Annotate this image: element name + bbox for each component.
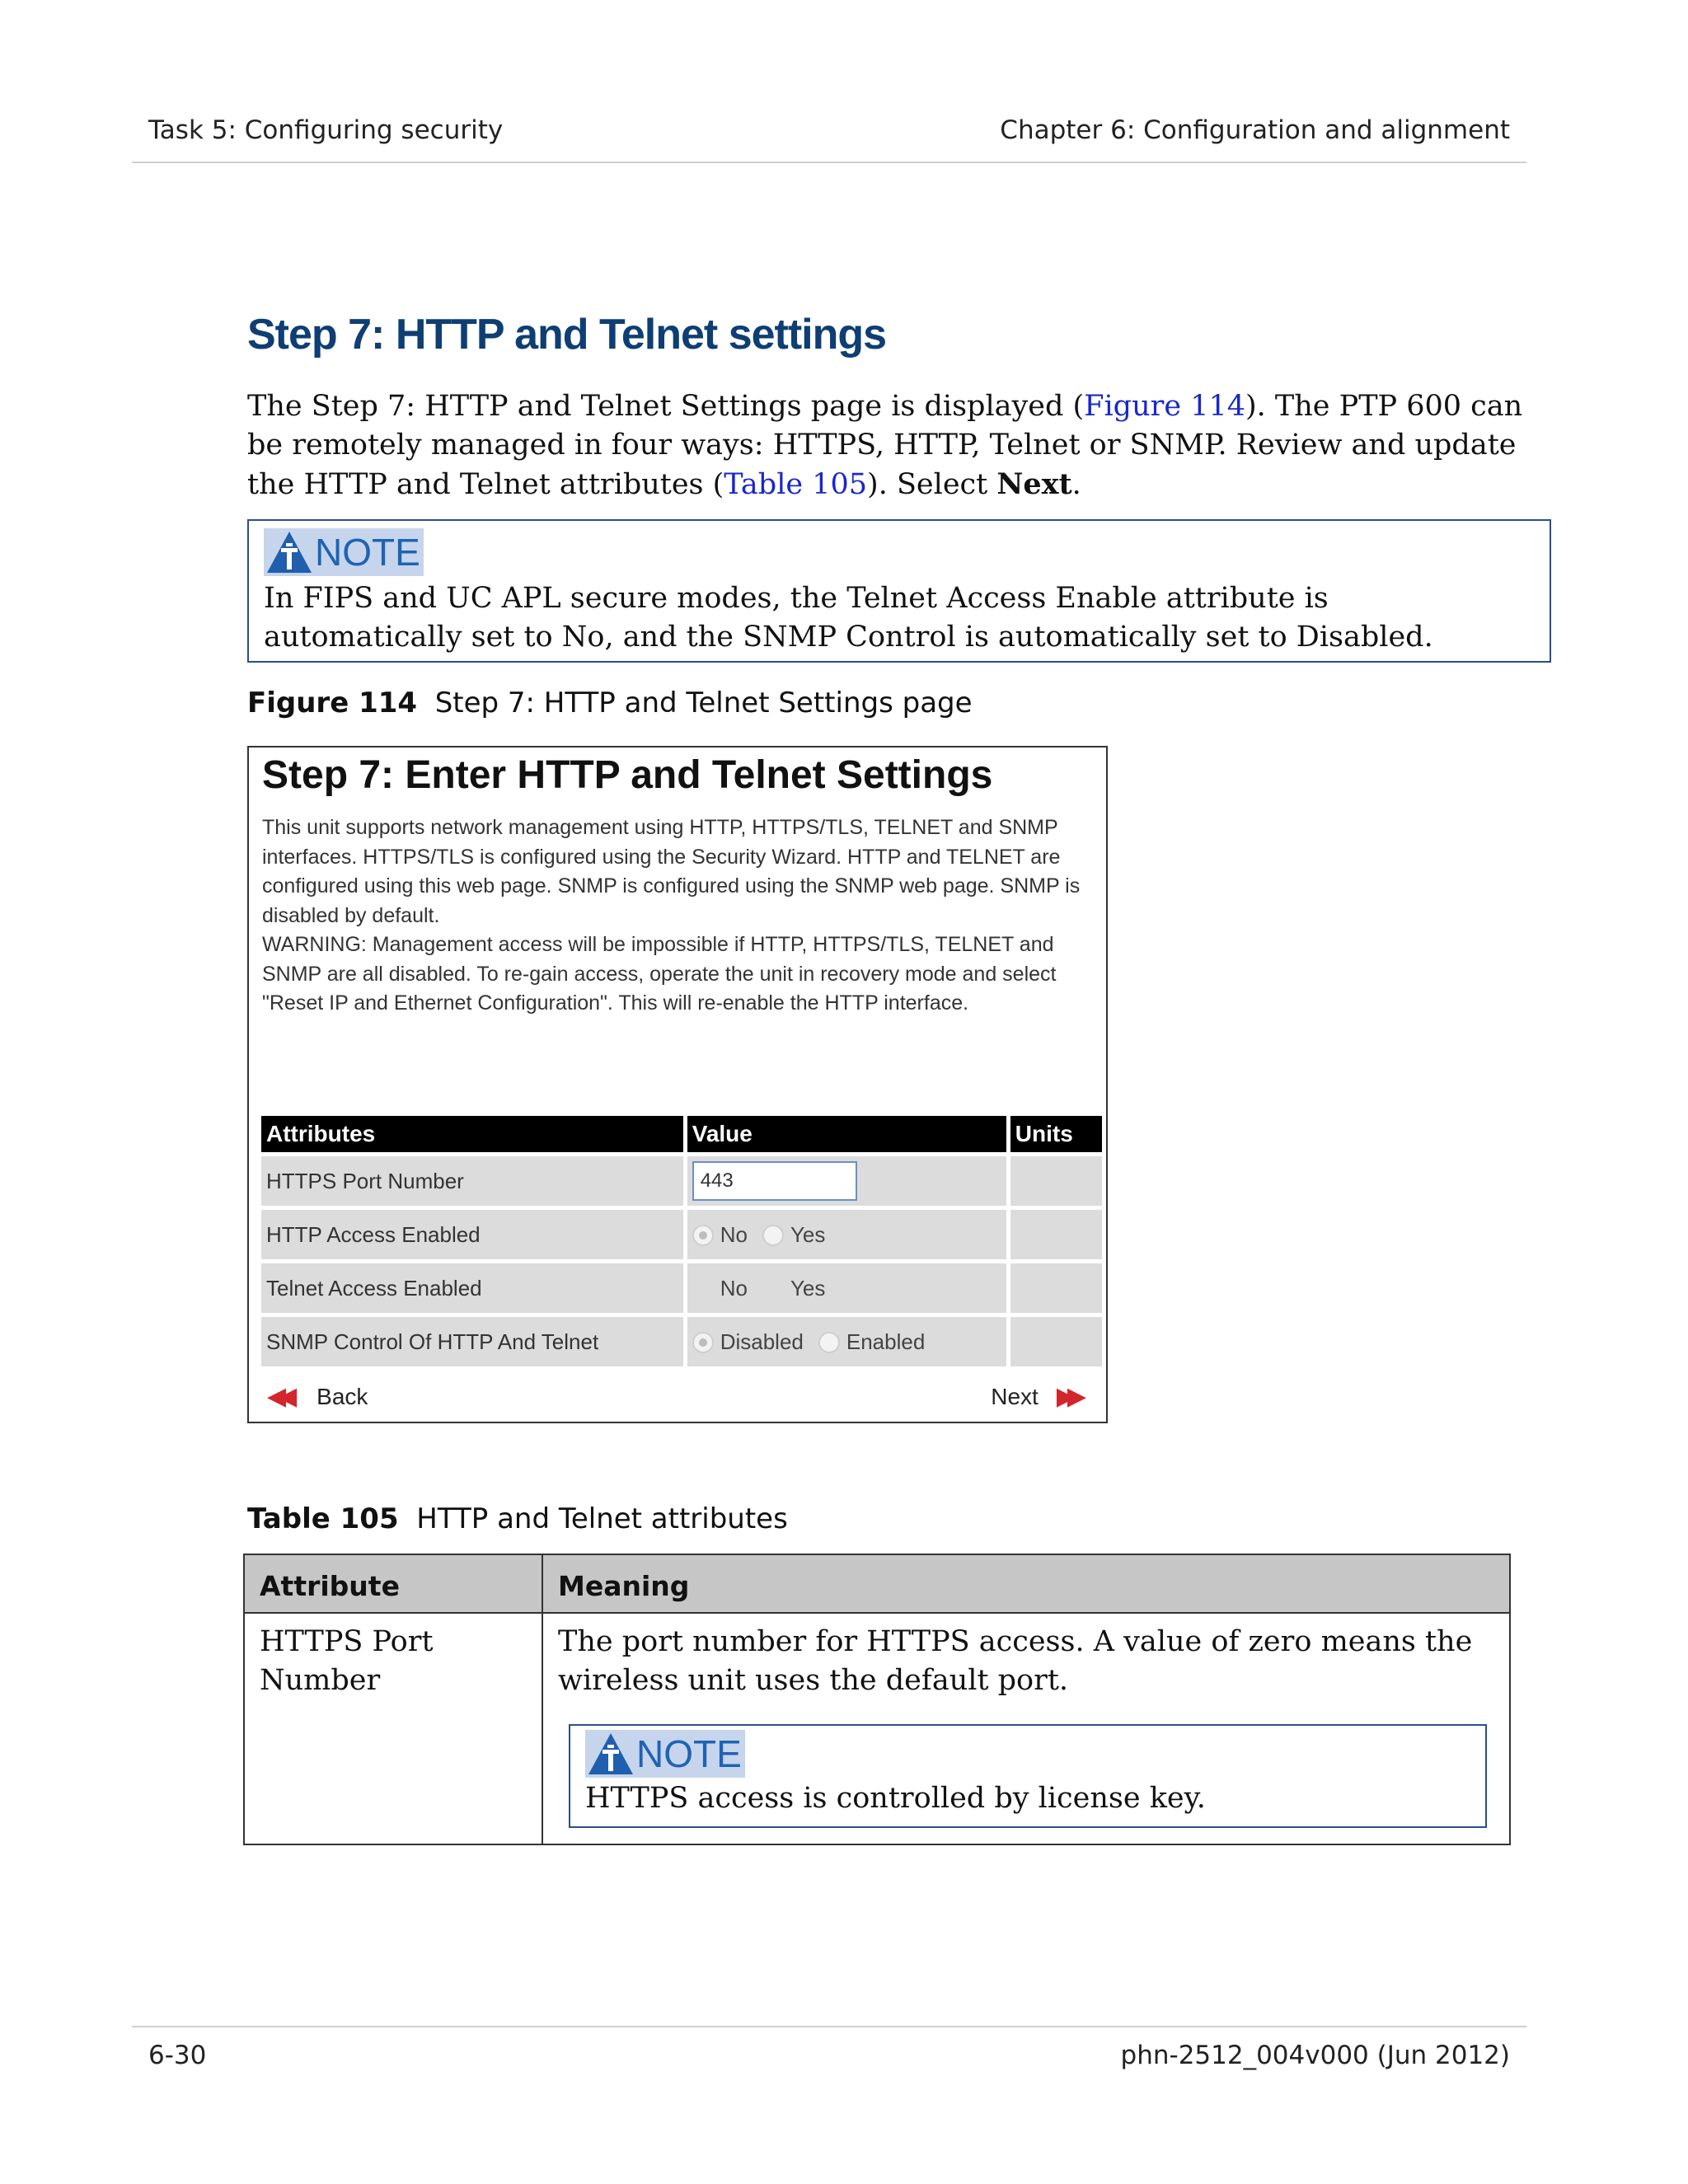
note-label: NOTE (636, 1732, 742, 1775)
settings-page-screenshot (247, 746, 1108, 1423)
https-port-label: HTTPS Port Number (261, 1156, 683, 1206)
next-arrow-icon: ▶▶ (1056, 1383, 1078, 1410)
note-box (247, 519, 1551, 663)
table-caption-number: Table 105 (247, 1502, 399, 1535)
header-attributes: Attributes (261, 1116, 683, 1152)
next-button[interactable] (991, 1382, 1078, 1411)
http-access-yes-label: Yes (790, 1222, 826, 1248)
header-units: Units (1010, 1116, 1102, 1152)
note-badge (264, 528, 424, 576)
snmp-disabled-label: Disabled (720, 1329, 804, 1355)
note-label: NOTE (315, 531, 420, 574)
warning-triangle-icon (265, 530, 313, 574)
settings-intro-text: This unit supports network management using HTTP, HTTPS/TLS, TELNET and SNMP interfaces. HTTPS/TLS is configured using the Security Wizard. HTTP and TELNET are configured using this web page. SNMP is configured using the SNMP web page. SNMP is disabled by default. (262, 816, 1081, 927)
row-meaning-https-port: The port number for HTTPS access. A value of zero means the wireless unit uses the default port. (558, 1625, 1473, 1697)
document-id: phn-2512_004v000 (Jun 2012) (1120, 2041, 1510, 2070)
http-access-no-label: No (720, 1222, 748, 1248)
figure-caption (247, 687, 973, 719)
note-badge (585, 1730, 745, 1778)
page-number: 6-30 (148, 2041, 207, 2070)
running-header-right: Chapter 6: Configuration and alignment (1000, 115, 1510, 145)
inline-note-text: HTTPS access is controlled by license key. (585, 1782, 1206, 1815)
intro-bold-next: Next (996, 467, 1072, 501)
intro-paragraph (247, 387, 1533, 504)
section-heading: Step 7: HTTP and Telnet settings (247, 311, 887, 359)
header-rule (132, 162, 1526, 163)
settings-warning-text: WARNING: Management access will be impossible if HTTP, HTTPS/TLS, TELNET and SNMP are all disabled. To re-gain access, operate the unit in recovery mode and select "Reset IP and Ethernet Configuration". This will re-enable the HTTP interface. (262, 933, 1057, 1015)
back-arrow-icon: ◀◀ (267, 1383, 289, 1410)
table-caption (247, 1502, 788, 1535)
intro-text-1: The Step 7: HTTP and Telnet Settings page is displayed ( (247, 390, 1085, 423)
telnet-access-yes-label: Yes (790, 1276, 826, 1301)
figure-caption-text: Step 7: HTTP and Telnet Settings page (434, 687, 973, 719)
header-meaning: Meaning (558, 1570, 690, 1602)
telnet-access-yes-radio[interactable] (762, 1278, 784, 1300)
telnet-access-no-radio[interactable] (692, 1278, 714, 1300)
figure-caption-number: Figure 114 (247, 687, 418, 719)
figure-114-link[interactable]: Figure 114 (1084, 390, 1246, 423)
http-access-no-radio[interactable] (692, 1225, 714, 1246)
row-attribute-https-port: HTTPS Port Number (260, 1625, 434, 1697)
snmp-enabled-radio[interactable] (818, 1332, 840, 1353)
snmp-disabled-radio[interactable] (692, 1332, 714, 1353)
back-button[interactable] (267, 1382, 368, 1411)
http-access-label: HTTP Access Enabled (261, 1210, 683, 1259)
back-label: Back (316, 1383, 368, 1409)
table-row (261, 1156, 1102, 1206)
table-caption-text: HTTP and Telnet attributes (416, 1502, 788, 1535)
https-port-input[interactable] (692, 1161, 857, 1201)
snmp-control-label: SNMP Control Of HTTP And Telnet (261, 1317, 683, 1366)
attributes-table-header (245, 1555, 1509, 1614)
settings-table-header (261, 1116, 1102, 1152)
settings-table (257, 1112, 1106, 1371)
snmp-enabled-label: Enabled (846, 1329, 926, 1355)
table-105-link[interactable]: Table 105 (724, 468, 868, 501)
telnet-access-no-label: No (720, 1276, 748, 1301)
header-value: Value (687, 1116, 1006, 1152)
footer-rule (132, 2026, 1526, 2027)
settings-page-title: Step 7: Enter HTTP and Telnet Settings (262, 753, 993, 797)
warning-triangle-icon (587, 1732, 635, 1776)
intro-text-2: ). The PTP 600 can be remotely managed in four ways: HTTPS, HTTP, Telnet or SNMP. Review and update the HTTP and Telnet attributes ( (247, 390, 1523, 501)
intro-text-3: ). Select (867, 468, 997, 501)
table-row (261, 1317, 1102, 1366)
next-label: Next (991, 1383, 1039, 1409)
header-attribute: Attribute (260, 1570, 400, 1602)
running-header-left: Task 5: Configuring security (148, 115, 504, 145)
inline-note-box (569, 1724, 1487, 1828)
http-access-yes-radio[interactable] (762, 1225, 784, 1246)
intro-text-4: . (1071, 468, 1081, 501)
column-divider (542, 1555, 543, 1844)
telnet-access-label: Telnet Access Enabled (261, 1263, 683, 1313)
attributes-table (243, 1554, 1511, 1845)
table-row (261, 1263, 1102, 1313)
table-row (261, 1210, 1102, 1259)
note-text: In FIPS and UC APL secure modes, the Telnet Access Enable attribute is automatically set to No, and the SNMP Control is automatically set to Disabled. (264, 582, 1433, 654)
